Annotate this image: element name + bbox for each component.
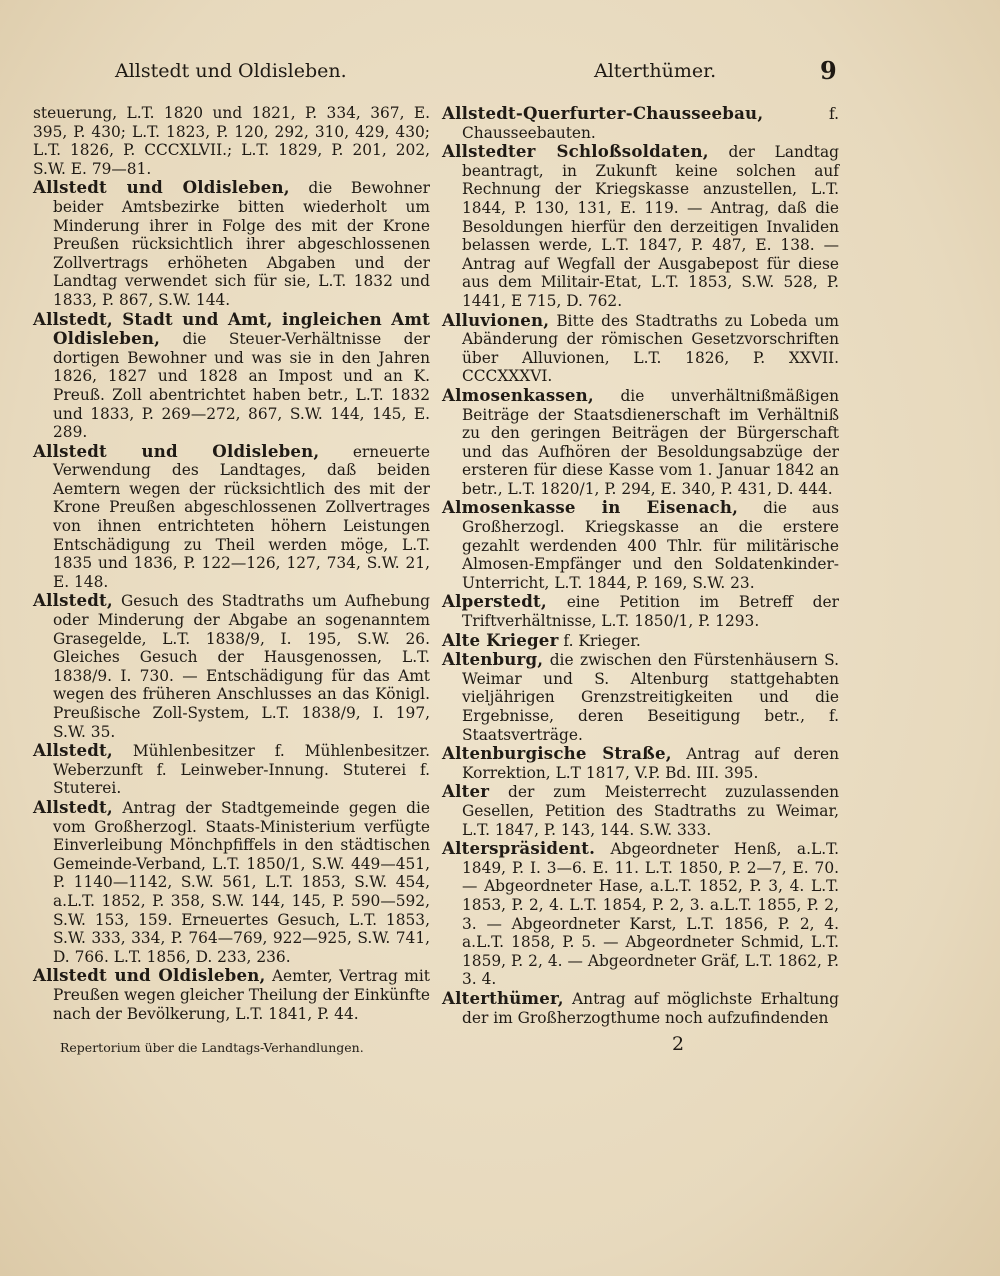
entry-text: Gesuch des Stadtraths um Aufhebung oder Minderung der Abgabe an sogenanntem Grasegelde, L.T. 1838/9, I. 195, S.W. 26. Gleiches Gesuch der Hausgenossen, L.T. 1838/9. I. 730. — Entschädigung für das Amt wegen des früheren Anschlusses an das Königl. Preußische Zoll-System, L.T. 1838/9, I. 197, S.W. 35. — [53, 592, 430, 741]
index-entry — [442, 592, 839, 630]
entry-text: der zum Meisterrecht zuzulassenden Gesellen, Petition des Stadtraths zu Weimar, L.T. 1847, P. 143, 144. S.W. 333. — [462, 783, 839, 839]
entry-heading: Allstedter Schloßsoldaten, — [442, 141, 709, 162]
entry-text: der Landtag beantragt, in Zukunft keine solchen auf Rechnung der Kriegskasse anzustellen, L.T. 1844, P. 130, 131, E. 119. — Antrag, daß die Besoldungen hierfür den derzeitigen Invaliden belassen werde, L.T. 1847, P. 487, E. 138. — Antrag auf Wegfall der Ausgabepost für diese aus dem Militair-Etat, L.T. 1853, S.W. 528, P. 1441, E 715, D. 762. — [462, 143, 839, 310]
entry-heading: Allstedt und Oldisleben, — [33, 177, 290, 198]
index-entry — [33, 591, 430, 741]
index-entry — [442, 386, 839, 499]
entry-text: die unverhältnißmäßigen Beiträge der Staatsdienerschaft im Verhältniß zu den geringen Beiträgen der Bürgerschaft und das Aufhören der Besoldungsabzüge der ersteren für diese Kasse vom 1. Januar 1842 an betr., L.T. 1820/1, P. 294, E. 340, P. 431, D. 444. — [462, 386, 839, 498]
entry-heading: Allstedt, — [33, 740, 113, 761]
entry-heading: Allstedt und Oldisleben, — [33, 965, 266, 986]
index-entry — [33, 741, 430, 798]
entry-heading: Allstedt und Oldisleben, — [33, 440, 320, 461]
index-entry — [33, 442, 430, 592]
page-number: 9 — [820, 56, 837, 85]
index-entry — [442, 142, 839, 310]
entry-text: steuerung, L.T. 1820 und 1821, P. 334, 367, E. 395, P. 430; L.T. 1823, P. 120, 292, 310, 429, 430; L.T. 1826, P. CCCXLVII.; L.T. 1829, P. 201, 202, S.W. E. 79—81. — [33, 104, 430, 178]
entry-text: Antrag der Stadtgemeinde gegen die vom Großherzogl. Staats-Ministerium verfügte Einverleibung Mönchpfiffels in den städtischen Gemeinde-Verband, L.T. 1850/1, S.W. 449—451, P. 1140—1142, S.W. 561, L.T. 1853, S.W. 454, a.L.T. 1852, P. 358, S.W. 144, 145, P. 590—592, S.W. 153, 159. Erneuertes Gesuch, L.T. 1853, S.W. 333, 334, P. 764—769, 922—925, S.W. 741, D. 766. L.T. 1856, D. 233, 236. — [53, 798, 430, 966]
index-entry — [442, 104, 839, 142]
entry-text: die Steuer-Verhältnisse der dortigen Bewohner und was sie in den Jahren 1826, 1827 und 1828 an Impost und an K. Preuß. Zoll abentrichtet haben betr., L.T. 1832 und 1833, P. 269—272, 867, S.W. 144, 145, E. 289. — [53, 330, 430, 442]
entry-text: f. Chausseebauten. — [462, 105, 839, 142]
entry-heading: Alluvionen, — [442, 309, 550, 330]
entry-heading: Allstedt, — [33, 590, 113, 611]
index-entry — [442, 839, 839, 989]
index-entry — [33, 798, 430, 966]
entry-text: die Bewohner beider Amtsbezirke bitten wiederholt um Minderung ihrer in Folge des mit der Krone Preußen rücksichtlich ihrer abgeschlossenen Zollvertrags erhöheten Abgaben und der Landtag verwendet sich für sie, L.T. 1832 und 1833, P. 867, S.W. 144. — [53, 179, 430, 309]
entry-text: die zwischen den Fürstenhäusern S. Weimar und S. Altenburg stattgehabten vieljährigen Grenzstreitigkeiten und die Ergebnisse, deren Beseitigung betr., f. Staatsverträge. — [462, 651, 839, 744]
index-entry — [33, 310, 430, 442]
entry-text: erneuerte Verwendung des Landtages, daß beiden Aemtern wegen der rücksichtlich des mit der Krone Preußen abgeschlossenen Zollvertrages von ihnen entrichteten höhern Leistungen Entschädigung zu Theil werden möge, L.T. 1835 und 1836, P. 122—126, 127, 734, S.W. 21, E. 148. — [53, 442, 430, 591]
index-entry — [33, 104, 430, 178]
index-entry — [442, 631, 839, 651]
entry-heading: Altenburgische Straße, — [442, 743, 672, 764]
entry-text: die aus Großherzogl. Kriegskasse an die erstere gezahlt werdenden 400 Thlr. für militärische Almosen-Empfänger und den Soldatenkinder-Unterricht, L.T. 1844, P. 169, S.W. 23. — [462, 499, 839, 592]
footer-title: Repertorium über die Landtags-Verhandlungen. — [60, 1040, 364, 1055]
entry-heading: Alter — [442, 781, 490, 802]
index-entry — [442, 782, 839, 839]
entry-text: Aemter, Vertrag mit Preußen wegen gleicher Theilung der Einkünfte nach der Bevölkerung, L.T. 1841, P. 44. — [53, 967, 430, 1023]
index-entry — [442, 744, 839, 782]
right-column — [442, 104, 839, 1027]
entry-text: Antrag auf möglichste Erhaltung der im Großherzogthume noch aufzufindenden — [462, 989, 839, 1027]
index-entry — [442, 311, 839, 386]
entry-text: Bitte des Stadtraths zu Lobeda um Abänderung der römischen Gesetzvorschriften über Alluvionen, L.T. 1826, P. XXVII. CCCXXXVI. — [462, 311, 839, 386]
entry-text: Mühlenbesitzer f. Mühlenbesitzer. Weberzunft f. Leinweber-Innung. Stuterei f. Stuterei. — [53, 742, 430, 798]
entry-heading: Allstedt, Stadt und Amt, ingleichen Amt Oldisleben, — [33, 308, 430, 349]
index-entry — [442, 498, 839, 592]
entry-heading: Alte Krieger — [442, 629, 559, 650]
entry-text: eine Petition im Betreff der Triftverhältnisse, L.T. 1850/1, P. 1293. — [462, 593, 839, 631]
running-header-middle: Alterthümer. — [594, 60, 717, 82]
index-entry — [442, 650, 839, 744]
running-header-left: Allstedt und Oldisleben. — [115, 60, 347, 82]
entry-heading: Altenburg, — [442, 649, 544, 670]
entry-heading: Allstedt-Querfurter-Chausseebau, — [442, 103, 764, 123]
entry-heading: Alterthümer, — [442, 987, 564, 1008]
signature-mark: 2 — [672, 1033, 685, 1055]
entry-text: Antrag auf deren Korrektion, L.T 1817, V.P. Bd. III. 395. — [462, 745, 839, 782]
index-entry — [33, 178, 430, 309]
entry-heading: Allstedt, — [33, 796, 113, 817]
left-column — [33, 104, 430, 1023]
index-entry — [33, 966, 430, 1023]
index-entry — [442, 989, 839, 1027]
entry-heading: Alperstedt, — [442, 591, 547, 612]
entry-heading: Almosenkasse in Eisenach, — [442, 497, 739, 518]
entry-text: Abgeordneter Henß, a.L.T. 1849, P. I. 3—6. E. 11. L.T. 1850, P. 2—7, E. 70. — Abgeordneter Hase, a.L.T. 1852, P. 3, 4. L.T. 1853, P. 2, 4. L.T. 1854, P. 2, 3. a.L.T. 1855, P. 2, 3. — Abgeordneter Karst, L.T. 1856, P. 2, 4. a.L.T. 1858, P. 5. — Abgeordneter Schmid, L.T. 1859, P. 2, 4. — Abgeordneter Gräf, L.T. 1862, P. 3. 4. — [462, 840, 839, 989]
entry-text: f. Krieger. — [563, 631, 641, 650]
entry-heading: Alterspräsident. — [442, 838, 596, 859]
entry-heading: Almosenkassen, — [442, 384, 594, 405]
